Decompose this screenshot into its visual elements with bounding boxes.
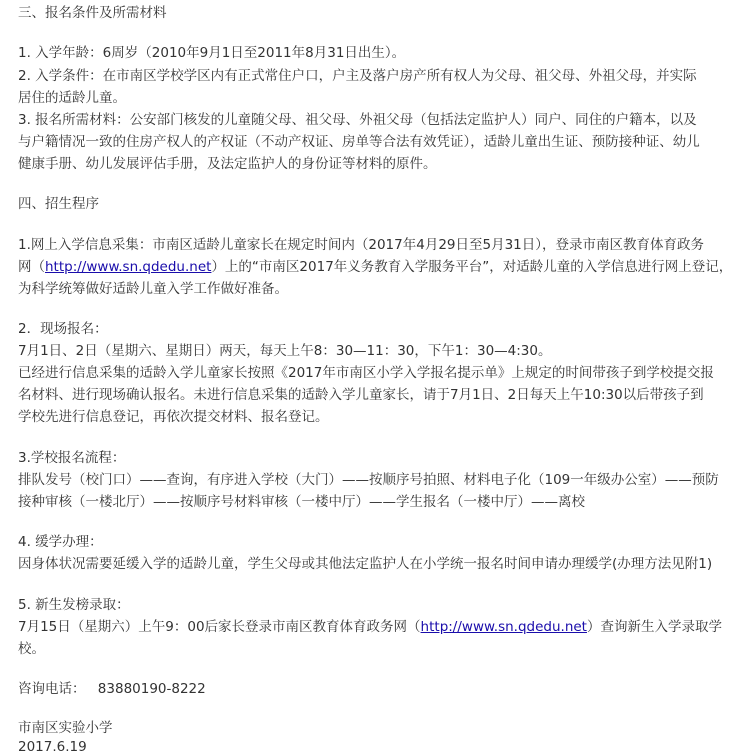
- step5-line1: [18, 618, 722, 636]
- signature-date: 2017.6.19: [18, 739, 87, 755]
- step1-line2-suffix: ）上的“市南区2017年义务教育入学服务平台”，对适龄儿童的入学信息进行网上登记，: [211, 259, 733, 275]
- section3-item3-line3: 健康手册、幼儿发展评估手册，及法定监护人的身份证等材料的原件。: [18, 156, 437, 172]
- contact-label: 咨询电话：: [18, 681, 86, 697]
- step2-title: 2．现场报名：: [18, 321, 108, 337]
- step5-line1-suffix: ）查询新生入学录取学: [586, 619, 722, 635]
- section3-item3-line2: 与户籍情况一致的住房产权人的产权证（不动产权证、房单等合法有效凭证），适龄儿童出生证、预防接种证、幼儿: [18, 134, 700, 150]
- step1-line3: 为科学统筹做好适龄儿童入学工作做好准备。: [18, 281, 288, 297]
- section4-heading: 四、招生程序: [18, 196, 99, 212]
- section3-item2-line2: 居住的适龄儿童。: [18, 90, 126, 106]
- section3-item3-line1: 3. 报名所需材料：公安部门核发的儿童随父母、祖父母、外祖父母（包括法定监护人）同户、同住的户籍本，以及: [18, 112, 697, 128]
- section3-item2-line1: 2. 入学条件：在市南区学校学区内有正式常住户口，户主及落户房产所有权人为父母、祖父母、外祖父母，并实际: [18, 68, 697, 84]
- step4-title: 4. 缓学办理：: [18, 534, 103, 550]
- step4-line1: 因身体状况需要延缓入学的适龄儿童，学生父母或其他法定监护人在小学统一报名时间申请办理缓学(办理方法见附1): [18, 556, 713, 572]
- step5-title: 5. 新生发榜录取：: [18, 597, 130, 613]
- step2-line2: 已经进行信息采集的适龄入学儿童家长按照《2017年市南区小学入学报名提示单》上规定的时间带孩子到学校提交报: [18, 365, 714, 381]
- step2-line3: 名材料、进行现场确认报名。未进行信息采集的适龄入学儿童家长，请于7月1日、2日每天上午10:30以后带孩子到: [18, 387, 704, 403]
- contact-line: [18, 680, 206, 698]
- step1-line2: [18, 258, 732, 276]
- qdedu-link[interactable]: http://www.sn.qdedu.net: [45, 259, 212, 275]
- contact-phone: 83880190-8222: [97, 681, 206, 697]
- step1-line1: 1.网上入学信息采集：市南区适龄儿童家长在规定时间内（2017年4月29日至5月31日），登录市南区教育体育政务: [18, 237, 705, 253]
- step5-line1-prefix: 7月15日（星期六）上午9：00后家长登录市南区教育体育政务网（: [18, 619, 421, 635]
- step2-line4: 学校先进行信息登记，再依次提交材料、报名登记。: [18, 409, 329, 425]
- signature-school: 市南区实验小学: [18, 720, 113, 736]
- step5-line2: 校。: [18, 641, 45, 657]
- step1-line2-prefix: 网（: [18, 259, 45, 275]
- section3-item1: 1. 入学年龄：6周岁（2010年9月1日至2011年8月31日出生）。: [18, 45, 406, 61]
- section3-heading: 三、报名条件及所需材料: [18, 5, 167, 21]
- step3-line2: 接种审核（一楼北厅）——按顺序号材料审核（一楼中厅）——学生报名（一楼中厅）——离校: [18, 494, 585, 510]
- step3-title: 3.学校报名流程：: [18, 450, 126, 466]
- qdedu-link-2[interactable]: http://www.sn.qdedu.net: [420, 619, 587, 635]
- step3-line1: 排队发号（校门口）——查询，有序进入学校（大门）——按顺序号拍照、材料电子化（109一年级办公室）——预防: [18, 472, 719, 488]
- step2-line1: 7月1日、2日（星期六、星期日）两天，每天上午8：30—11：30，下午1：30—4:30。: [18, 343, 552, 359]
